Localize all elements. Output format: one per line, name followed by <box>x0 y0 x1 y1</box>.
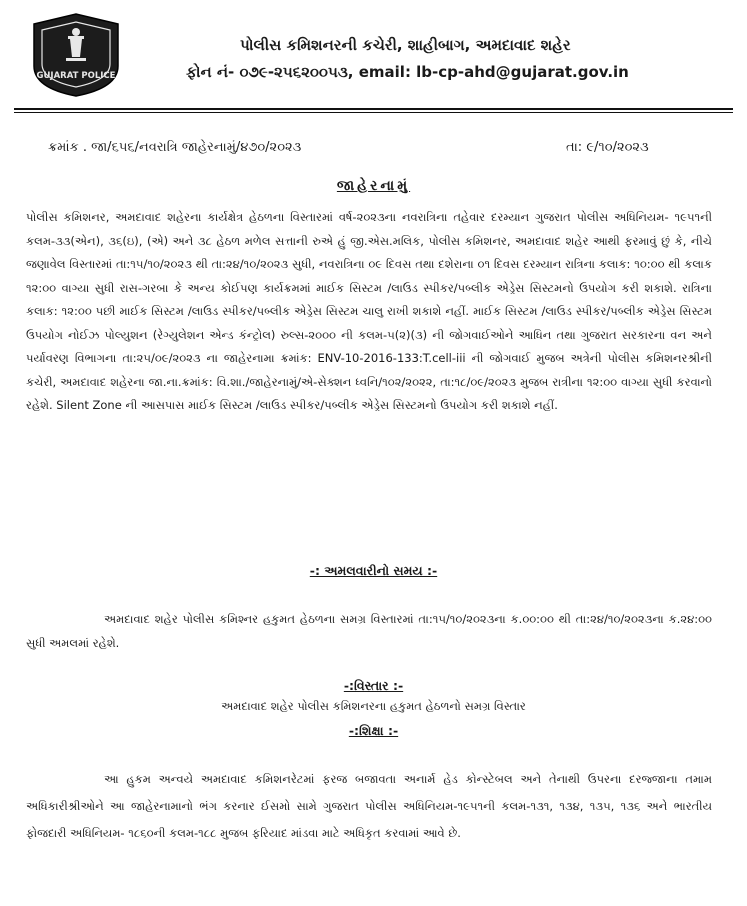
document-title-text: જાહેરનામું <box>336 178 411 194</box>
office-name: પોલીસ કમિશનરની કચેરી, શાહીબાગ, અમદાવાદ શહેર <box>240 36 571 54</box>
header-divider <box>14 108 733 110</box>
section-heading-vistar <box>0 678 747 694</box>
document-title <box>0 178 747 194</box>
section-heading-samay <box>0 563 747 579</box>
emblem-text: GUJARAT POLICE <box>36 71 116 81</box>
samay-paragraph: અમદાવાદ શહેર પોલીસ કમિશ્નર હકુમત હેઠળના સમગ્ર વિસ્તારમાં તા:૧૫/૧૦/૨૦૨૩ના ક.૦૦:૦૦ થી તા:૨૪/૧૦/૨૦૨૩ના ક.૨૪:૦૦ સુધી અમલમાં રહેશે. <box>26 612 712 650</box>
gujarat-police-emblem-icon <box>24 10 128 100</box>
section-heading-shiksha-text: -:શિક્ષા :- <box>348 723 399 738</box>
reference-date: તા: ૯/૧૦/૨૦૨૩ <box>566 140 649 155</box>
reference-number: ક્રમાંક . જા/૬૫૬/નવરાત્રિ જાહેરનામું/૪૭૦/૨૦૨૩ <box>48 140 302 155</box>
section-heading-vistar-text: -:વિસ્તાર :- <box>343 678 404 693</box>
section-heading-shiksha <box>0 723 747 739</box>
shiksha-paragraph: આ હુકમ અન્વયે અમદાવાદ કમિશનરેટમાં ફરજ બજાવતા અનાર્મ હેડ કોન્સ્ટેબલ અને તેનાથી ઉપરના દરજ્જાના તમામ અધિકારીશ્રીઓને આ જાહેરનામાનો ભંગ કરનાર ઈસમો સામે ગુજરાત પોલીસ અધિનિયમ-૧૯૫૧ની કલમ-૧૩૧, ૧૩૪, ૧૩૫, ૧૩૬ અને ભારતીય ફોજદારી અધિનિયમ- ૧૮૬૦ની કલમ-૧૮૮ મુજબ ફરિયાદ માંડવા માટે અધિકૃત કરવામાં આવે છે. <box>26 772 712 840</box>
contact-line: ફોન નં- ૦૭૯-૨૫૬૨૦૦૫૩, email: lb-cp-ahd@gujarat.gov.in <box>186 63 629 81</box>
main-paragraph: પોલીસ કમિશનર, અમદાવાદ શહેરના કાર્યક્ષેત્ર હેઠળના વિસ્તારમાં વર્ષ-૨૦૨૩ના નવરાત્રિના તહેવાર દરમ્યાન ગુજરાત પોલીસ અધિનિયમ- ૧૯૫૧ની કલમ-૩૩(એન), ૩૬(ઇ), (એ) અને ૩૮ હેઠળ મળેલ સત્તાની રુએ હું જી.એસ.મલિક, પોલીસ કમિશનર, અમદાવાદ શહેર આથી ફરમાવું છું કે, નીચે જણાવેલ વિસ્તારમાં તા:૧૫/૧૦/૨૦૨૩ થી તા:૨૪/૧૦/૨૦૨૩ સુધી, નવરાત્રિના ૦૯ દિવસ તથા દશેરાના ૦૧ દિવસ દરમ્યાન રાત્રિના કલાક: ૧૦:૦૦ થી કલાક ૧૨:૦૦ વાગ્યા સુધી રાસ-ગરબા કે અન્ય કોઈપણ કાર્યક્રમમાં માઈક સિસ્ટમ /લાઉડ સ્પીકર/પબ્લીક એડ્રેસ સિસ્ટમનો ઉપયોગ કરી શકાશે. રાત્રિના કલાક: ૧૨:૦૦ પછી માઈક સિસ્ટમ /લાઉડ સ્પીકર/પબ્લીક એડ્રેસ સિસ્ટમ ચાલુ રાખી શકાશે નહીં. માઈક સિસ્ટમ /લાઉડ સ્પીકર/પબ્લીક એડ્રેસ સિસ્ટમ ઉપયોગ નોઈઝ પોલ્યુશન (રેગ્યુલેશન એન્ડ કંન્ટ્રોલ) રુલ્સ-૨૦૦૦ ની કલમ-૫(૨)(૩) ની જોગવાઈઓને આધિન તથા ગુજરાત સરકારના વન અને પર્યાવરણ વિભાગના તા:૨૫/૦૯/૨૦૨૩ ના જાહેરનામા ક્રમાંક: ENV-10-2016-133:T.cell-iii ની જોગવાઈ મુજબ અત્રેની પોલીસ કમિશનરશ્રીની કચેરી, અમદાવાદ શહેરના જા.ના.ક્રમાંક: વિ.શા./જાહેરનામું/એ-સેક્શન ધ્વનિ/૧૦૨/૨૦૨૨, તા:૧૮/૦૯/૨૦૨૩ મુજબ રાત્રીના ૧૨:૦૦ વાગ્યા સુધી કરવાનો રહેશે. Silent Zone ની આસપાસ માઈક સિસ્ટમ /લાઉડ સ્પીકર/પબ્લીક એડ્રેસ સિસ્ટમનો ઉપયોગ કરી શકાશે નહીં. <box>26 210 712 412</box>
vistar-text: અમદાવાદ શહેર પોલીસ કમિશનરના હકુમત હેઠળનો સમગ્ર વિસ્તાર <box>221 699 526 713</box>
section-heading-samay-text: -: અમલવારીનો સમય :- <box>309 563 438 578</box>
header-divider-thin <box>14 112 733 113</box>
